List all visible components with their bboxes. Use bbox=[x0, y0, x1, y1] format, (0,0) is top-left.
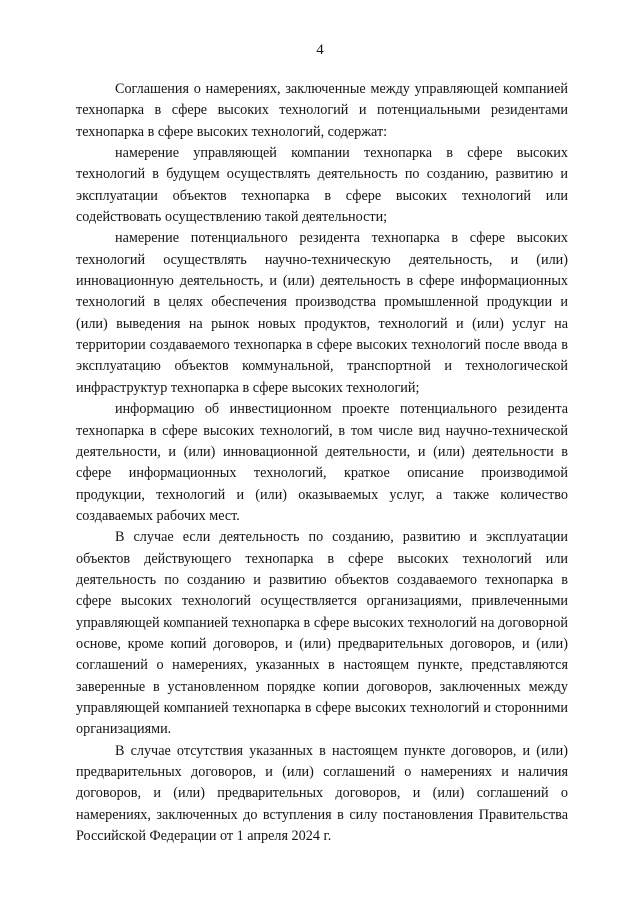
paragraph: В случае отсутствия указанных в настоящем пункте договоров, и (или) предварительных договоров, и (или) соглашений о намерениях и наличия договоров, и (или) предварительных договоров, и (или) соглашений о намерениях, заключенных до вступления в силу постановления Правительства Российской Федерации от 1 апреля 2024 г. bbox=[76, 742, 568, 845]
document-body bbox=[76, 79, 568, 847]
paragraph: намерение потенциального резидента технопарка в сфере высоких технологий осуществлять научно-техническую деятельность, и (или) инновационную деятельность, и (или) деятельность в сфере информационных технологий в целях обеспечения производства промышленной продукции и (или) выведения на рынок новых продуктов, технологий и (или) услуг на территории создаваемого технопарка в сфере высоких технологий после ввода в эксплуатацию объектов коммунальной, транспортной и технологической инфраструктур технопарка в сфере высоких технологий; bbox=[76, 230, 568, 396]
paragraph: намерение управляющей компании технопарка в сфере высоких технологий в будущем осуществлять деятельность по созданию, развитию и эксплуатации объектов технопарка в сфере высоких технологий или содействовать осуществлению такой деятельности; bbox=[76, 145, 568, 226]
paragraph: информацию об инвестиционном проекте потенциального резидента технопарка в сфере высоких технологий, в том числе вид научно-технической деятельности, и (или) инновационной деятельности, и (или) деятельности в сфере информационных технологий, краткое описание производимой продукции, технологий и (или) оказываемых услуг, а также количество создаваемых рабочих мест. bbox=[76, 401, 568, 524]
paragraph: Соглашения о намерениях, заключенные между управляющей компанией технопарка в сфере высоких технологий и потенциальными резидентами технопарка в сфере высоких технологий, содержат: bbox=[76, 81, 568, 140]
paragraph: В случае если деятельность по созданию, развитию и эксплуатации объектов действующего технопарка в сфере высоких технологий или деятельность по созданию и развитию объектов создаваемого технопарка в сфере высоких технологий осуществляется организациями, привлеченными управляющей компанией технопарка в сфере высоких технологий на договорной основе, кроме копий договоров, и (или) предварительных договоров, и (или) соглашений о намерениях, указанных в настоящем пункте, представляются заверенные в установленном порядке копии договоров, заключенных между управляющей компанией технопарка в сфере высоких технологий и сторонними организациями. bbox=[76, 529, 568, 738]
page-number: 4 bbox=[316, 42, 324, 58]
